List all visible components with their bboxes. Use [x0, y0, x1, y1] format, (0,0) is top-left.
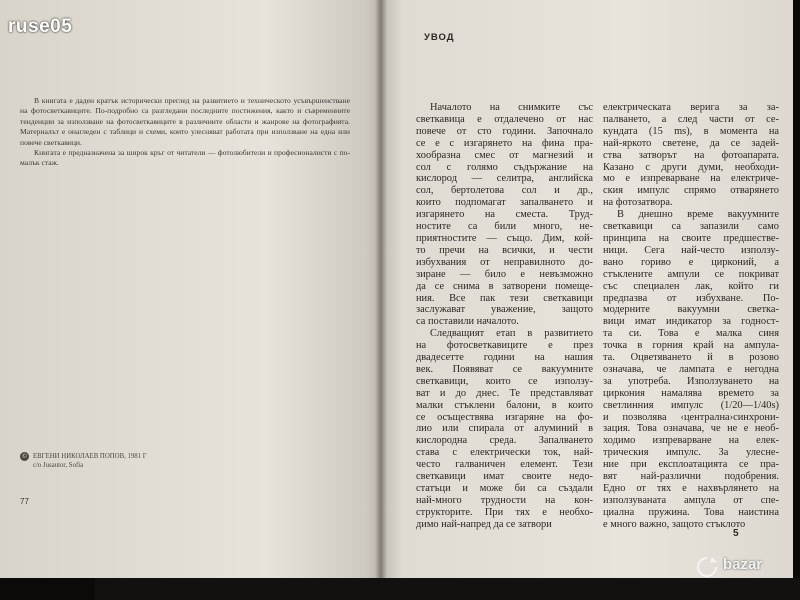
text-line: стъклените ампули се покриват — [603, 268, 779, 280]
left-page-number: 77 — [20, 497, 29, 506]
text-line: светкавици са запазили само — [603, 221, 779, 233]
text-line: се е с изгарянето на фина пра- — [416, 137, 593, 149]
text-line: ства затворът на фотоапарата. — [603, 149, 779, 161]
annotation-paragraph-2: Книгата е предназначена за широк кръг от читатели — фотолюбители и професионалисти с по-малък стаж. — [20, 148, 350, 168]
text-line: използуваната ампула от спе- — [603, 494, 779, 506]
text-line: избухвания от неправилното до- — [416, 256, 593, 268]
text-line: повече от сто години. Започнало — [416, 125, 593, 137]
table-edge — [95, 578, 800, 600]
copyright-notice — [20, 452, 220, 470]
text-line: та. Оцветяването й в розово — [603, 352, 779, 364]
text-line: двадесетте години на нашия — [416, 352, 593, 364]
annotation-block — [20, 96, 350, 169]
text-line: кислородна среда. Запалването — [416, 435, 593, 447]
text-line: светкавици, които се използу- — [416, 375, 593, 387]
text-line: вят най-различни подобрения. — [603, 471, 779, 483]
text-line: на фотозатвора. — [603, 197, 673, 209]
text-line: палването, а след части от се- — [603, 113, 779, 125]
text-line: модерните вакуумни светка- — [603, 304, 779, 316]
text-line: Началото на снимките със — [430, 102, 593, 113]
text-line: приятностите — също. Дим, кой- — [416, 232, 593, 244]
right-page — [381, 0, 793, 578]
text-line: циална пружина. Това наистина — [603, 506, 779, 518]
text-line: Следващият етап в развитието — [430, 328, 593, 340]
watermark-bottom: bazar — [723, 556, 763, 573]
text-column-1 — [416, 102, 593, 531]
text-line: сол, бертолетова сол и др., — [416, 185, 593, 197]
text-line: кундата (15 ms), в момента на — [603, 125, 779, 137]
text-line: циркония намалява времето за — [603, 387, 779, 399]
text-line: и позволява ‹централна›синхрони- — [603, 411, 779, 423]
text-line: със специален лак, който ги — [603, 280, 779, 292]
right-page-number: 5 — [733, 528, 739, 539]
text-line: мо е изпреварване на електриче- — [603, 173, 779, 185]
watermark-top: ruse05 — [8, 16, 73, 37]
text-line: светкавица е отдалечено от нас — [416, 113, 593, 125]
text-line: които подпомагат запалването и — [416, 197, 593, 209]
text-line: вано гориво е цирконий, а — [603, 256, 779, 268]
text-line: са поставили началото. — [416, 316, 519, 328]
text-line: димо най-напред да се затвори — [416, 518, 552, 530]
text-line: век. Появяват се вакуумните — [416, 363, 593, 375]
text-line: Едно от тях е нахвърлянето на — [603, 483, 779, 494]
text-line: изгарянето на сместа. Труд- — [416, 209, 593, 221]
text-line: Казано с други думи, необходи- — [603, 161, 779, 173]
text-line: та си. Това е малка синя — [603, 328, 779, 340]
text-line: е много важно, защото стъклото — [603, 518, 746, 530]
text-line: означава, че лампата е негодна — [603, 363, 779, 375]
text-line: става с електрически ток, най- — [416, 447, 593, 459]
text-line: ват и до днес. Те представляват — [416, 387, 593, 399]
text-line: заслужават уважение, защото — [416, 304, 593, 316]
text-line: се осъществява изгаряне на фо- — [416, 411, 593, 423]
text-line: точка в горния край на ампула- — [603, 340, 779, 352]
text-line: най-много трудности на кон- — [416, 494, 593, 506]
text-line: малки стъклени балони, в които — [416, 399, 593, 411]
chapter-heading: УВОД — [424, 32, 455, 43]
text-line: вици имат индикатор за годност- — [603, 316, 779, 328]
text-column-2 — [603, 102, 779, 531]
text-line: светлинния импулс (1/20—1/40s) — [603, 399, 779, 411]
text-line: зация. Това означава, че не е необ- — [603, 423, 779, 435]
text-line: принципа на своите предшестве- — [603, 232, 779, 244]
text-line: за употреба. Използуването на — [603, 375, 779, 387]
text-line: трическия импулс. За улесне- — [603, 447, 779, 459]
copyright-icon: © — [21, 453, 28, 460]
text-line: зиране — било е невъзможно — [416, 268, 593, 280]
bazar-logo-icon — [696, 556, 718, 578]
copyright-line-2: c/o Jusautor, Sofia — [33, 462, 84, 470]
text-line: сол с голямо съдържание на — [416, 161, 593, 173]
text-line: В днешно време вакуумните — [617, 209, 779, 221]
text-line: хообразна смес от магнезий и — [416, 149, 593, 161]
text-line: ници. Сега най-често използу- — [603, 244, 779, 256]
left-page — [0, 0, 381, 578]
text-line: ние при експлоатацията се пра- — [603, 459, 779, 471]
text-line: електрическата верига за за- — [603, 102, 779, 113]
copyright-line-1: ЕВГЕНИ НИКОЛАЕВ ПОПОВ, 1981 Г — [33, 453, 147, 461]
text-line: ностите са били много, не- — [416, 221, 593, 233]
book-gutter — [375, 0, 387, 578]
text-line: най-яркото светене, да се задей- — [603, 137, 779, 149]
text-line: кислород — селитра, английска — [416, 173, 593, 185]
text-line: структорите. При тях е необхо- — [416, 506, 593, 518]
text-line: предпазва от избухване. По- — [603, 292, 779, 304]
text-line: лио или спирала от алуминий в — [416, 423, 593, 435]
text-line: ходимо изпреварване на елек- — [603, 435, 779, 447]
text-line: статъци и може би са създали — [416, 483, 593, 494]
text-line: на фотосветкавиците е през — [416, 340, 593, 352]
text-line: да се снима в затворени помеще- — [416, 280, 593, 292]
text-line: то пречи на всички, и чести — [416, 244, 593, 256]
text-line: ния. Все пак тези светкавици — [416, 292, 593, 304]
text-line: ския импулс спрямо отварянето — [603, 185, 779, 197]
text-line: често галваничен елемент. Тези — [416, 459, 593, 471]
annotation-paragraph-1: В книгата е даден кратък исторически преглед на развитието и техническото усъвършенстване на фотосветкавиците. По-подробно са разгледани последните постижения, както и съвременните тенденции за използване на фотосветкавиците в различните области и жанрове на фотографията. Материалът е онагледен с таблици и схеми, които улесняват работата при използване на една или повече светкавици. — [20, 96, 350, 147]
text-line: светкавици имат своите недо- — [416, 471, 593, 483]
